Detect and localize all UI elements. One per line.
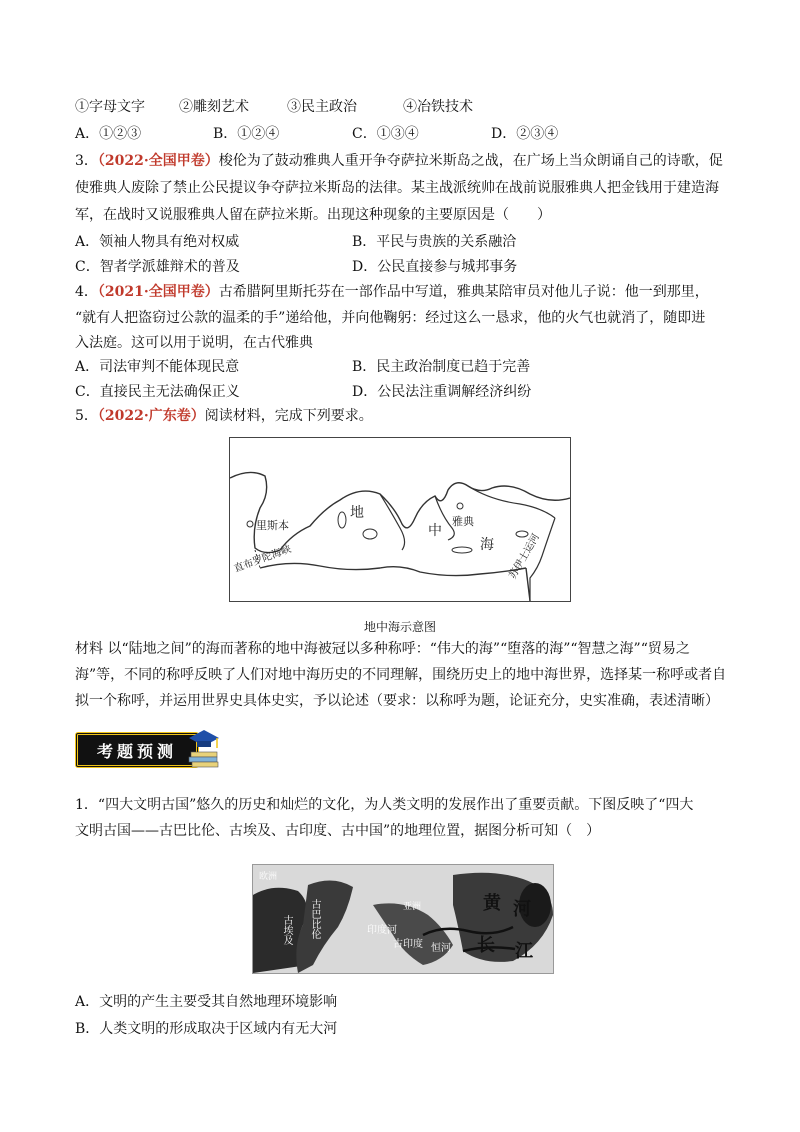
map-label-suez: 苏伊士运河	[507, 532, 542, 581]
map-label-ancient-egypt: 古埃及	[281, 915, 292, 945]
q3-text-1: 梭伦为了鼓动雅典人重开争夺萨拉米斯岛之战，在广场上当众朗诵自己的诗歌，促	[218, 153, 723, 169]
q4-option-b: B．民主政治制度已趋于完善	[352, 359, 531, 375]
q3-source: （2022·全国甲卷）	[97, 153, 219, 169]
p1-number: 1．	[75, 797, 98, 813]
banner-plate	[75, 732, 199, 768]
map-label-ancient-babylon: 古巴比伦	[309, 899, 320, 939]
q5-material-line-3: 拟一个称呼，并运用世界史具体史实，予以论述（要求：以称呼为题，论证充分，史实准确，表述清晰）	[75, 693, 719, 709]
q2-option-b: B．①②④	[213, 126, 280, 142]
q5-number: 5．	[75, 408, 98, 424]
map-label-europe: 欧洲	[259, 872, 278, 882]
map-label-di: 地	[350, 505, 364, 521]
q3-option-c: C．智者学派雄辩术的普及	[75, 259, 240, 275]
civilizations-map	[252, 864, 554, 974]
q3-option-a: A．领袖人物具有绝对权威	[75, 234, 240, 250]
q5-line-1	[75, 407, 373, 425]
choice-4: ④冶铁技术	[403, 99, 473, 115]
map-label-he: 河	[513, 899, 531, 920]
q4-line-3: 入法庭。这可以用于说明，在古代雅典	[75, 335, 313, 351]
map-label-ancient-india: 古印度	[393, 939, 423, 950]
map-label-asia: 亚洲	[403, 902, 422, 912]
q5-text: 阅读材料，完成下列要求。	[204, 408, 373, 424]
q4-line-1	[75, 283, 709, 301]
map-label-hai: 海	[480, 537, 494, 553]
p1-option-b: B．人类文明的形成取决于区域内有无大河	[75, 1021, 338, 1037]
q3-option-b: B．平民与贵族的关系融洽	[352, 234, 517, 250]
q3-line-1	[75, 152, 723, 170]
map-label-jiang: 江	[515, 941, 533, 962]
q5-material-line-2: 海”等，不同的称呼反映了人们对地中海历史的不同理解，围绕历史上的地中海世界，选择某一称呼或者自	[75, 667, 727, 683]
p1-option-a: A．文明的产生主要受其自然地理环境影响	[75, 994, 338, 1010]
map-label-lisbon: 里斯本	[256, 519, 289, 532]
q3-number: 3．	[75, 153, 98, 169]
q4-text-1: 古希腊阿里斯托芬在一部作品中写道，雅典某陪审员对他儿子说：他一到那里，	[218, 284, 709, 300]
choice-1: ①字母文字	[75, 99, 145, 115]
q5-material-line-1: 材料 以“陆地之间”的海而著称的地中海被冠以多种称呼：“伟大的海”“堕落的海”“智慧之海”“贸易之	[75, 641, 690, 657]
map-label-ganges: 恒河	[431, 943, 451, 954]
q4-line-2: “就有人把盗窃过公款的温柔的手”递给他，并向他鞠躬：经过这么一恳求，他的火气也就消了，随即进	[75, 310, 706, 326]
map-label-indus: 印度河	[367, 925, 397, 936]
q3-option-d: D．公民直接参与城邦事务	[352, 259, 518, 275]
map-caption: 地中海示意图	[363, 620, 436, 634]
q3-line-3: 军，在战时又说服雅典人留在萨拉米斯。出现这种现象的主要原因是（ ）	[75, 207, 551, 223]
p1-line-1	[75, 796, 693, 814]
map-label-chang: 长	[477, 935, 495, 956]
civilizations-map-drawing	[253, 865, 553, 973]
q5-source: （2022·广东卷）	[97, 408, 205, 424]
q4-option-c: C．直接民主无法确保正义	[75, 384, 240, 400]
choice-2: ②雕刻艺术	[179, 99, 249, 115]
q4-number: 4．	[75, 284, 98, 300]
banner-title: 考题预测	[96, 742, 177, 761]
p1-line-2: 文明古国——古巴比伦、古埃及、古印度、古中国”的地理位置，据图分析可知（ ）	[75, 823, 601, 839]
q4-source: （2021·全国甲卷）	[97, 284, 219, 300]
q3-line-2: 使雅典人废除了禁止公民提议争夺萨拉米斯岛的法律。某主战派统帅在战前说服雅典人把金钱用于建造海	[75, 180, 719, 196]
q2-option-a: A．①②③	[75, 126, 142, 142]
mediterranean-map	[229, 437, 571, 602]
q2-option-c: C．①③④	[352, 126, 419, 142]
q4-option-d: D．公民法注重调解经济纠纷	[352, 384, 532, 400]
p1-text-1: “四大文明古国”悠久的历史和灿烂的文化，为人类文明的发展作出了重要贡献。下图反映了“四大	[97, 797, 694, 813]
graduation-cap-books-icon	[187, 726, 221, 770]
map-label-athens: 雅典	[452, 515, 474, 528]
q4-option-a: A．司法审判不能体现民意	[75, 359, 240, 375]
choice-3: ③民主政治	[287, 99, 357, 115]
map-label-huang: 黄	[483, 893, 501, 914]
section-banner	[75, 726, 215, 770]
map-label-zhong: 中	[428, 523, 442, 539]
map-label-gibraltar: 直布罗陀海峡	[232, 543, 293, 575]
q2-option-d: D．②③④	[491, 126, 559, 142]
